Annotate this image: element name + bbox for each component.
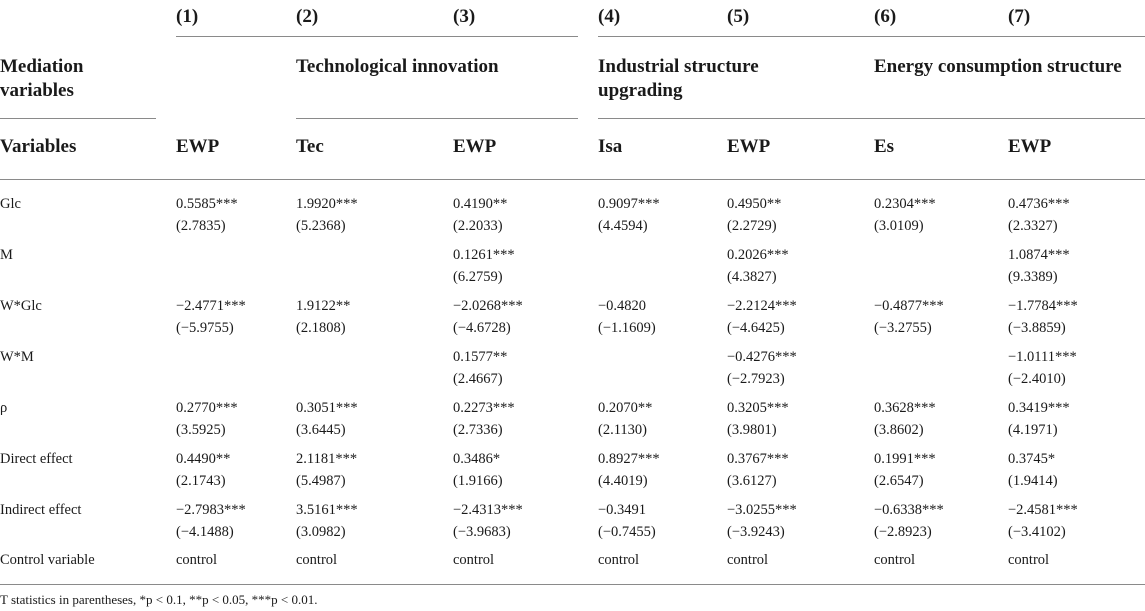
coefficient-cell: 0.2770***: [176, 400, 238, 416]
coefficient-cell: 0.5585***: [176, 196, 238, 212]
tstat-cell: (3.9801): [727, 422, 777, 438]
row-label: W*M: [0, 349, 34, 365]
group-energy-consumption-structure: Energy consumption structure: [874, 56, 1122, 77]
tstat-cell: (−2.7923): [727, 371, 785, 387]
tstat-cell: (2.7835): [176, 218, 226, 234]
row-label: Indirect effect: [0, 502, 82, 518]
coefficient-cell: −2.7983***: [176, 502, 246, 518]
col-number-4: (4): [598, 6, 621, 27]
coefficient-cell: 0.4736***: [1008, 196, 1070, 212]
coefficient-cell: 2.1181***: [296, 451, 358, 467]
dependent-col1: EWP: [176, 136, 220, 157]
tstat-cell: (−3.9683): [453, 524, 511, 540]
dependent-col2: Tec: [296, 136, 324, 157]
coefficient-cell: 0.8927***: [598, 451, 660, 467]
coefficient-cell: 1.0874***: [1008, 247, 1070, 263]
tstat-cell: (−2.8923): [874, 524, 932, 540]
rule-group-isa-bottom: [598, 118, 874, 119]
coefficient-cell: 0.9097***: [598, 196, 660, 212]
dependent-col3: EWP: [453, 136, 497, 157]
coefficient-cell: 1.9920***: [296, 196, 358, 212]
coefficient-cell: 0.3486*: [453, 451, 501, 467]
rule-col1: [176, 36, 302, 37]
row-label: M: [0, 247, 13, 263]
coefficient-cell: 0.2026***: [727, 247, 789, 263]
tstat-cell: (3.6127): [727, 473, 777, 489]
group-industrial-structure-line1: Industrial structure: [598, 56, 759, 77]
tstat-cell: (−1.1609): [598, 320, 656, 336]
tstat-cell: (4.4019): [598, 473, 648, 489]
rule-group-tec: [296, 36, 578, 37]
coefficient-cell: 0.3628***: [874, 400, 936, 416]
coefficient-cell: −1.7784***: [1008, 298, 1078, 314]
coefficient-cell: 0.4490**: [176, 451, 231, 467]
rule-group-isa: [598, 36, 874, 37]
mediation-label-line1: Mediation: [0, 56, 84, 77]
coefficient-cell: 0.3205***: [727, 400, 789, 416]
tstat-cell: (−3.4102): [1008, 524, 1066, 540]
coefficient-cell: −2.4771***: [176, 298, 246, 314]
tstat-cell: (−4.6425): [727, 320, 785, 336]
rule-group-es-bottom: [874, 118, 1145, 119]
tstat-cell: (3.6445): [296, 422, 346, 438]
coefficient-cell: −0.3491: [598, 502, 647, 518]
coefficient-cell: −2.4313***: [453, 502, 523, 518]
coefficient-cell: 0.1577**: [453, 349, 508, 365]
col-number-6: (6): [874, 6, 897, 27]
mediation-label-line2: variables: [0, 80, 74, 101]
coefficient-cell: −0.6338***: [874, 502, 944, 518]
col-number-7: (7): [1008, 6, 1031, 27]
coefficient-cell: 0.1991***: [874, 451, 936, 467]
tstat-cell: (3.5925): [176, 422, 226, 438]
row-label: ρ: [0, 400, 8, 416]
coefficient-cell: −2.0268***: [453, 298, 523, 314]
tstat-cell: (2.1130): [598, 422, 647, 438]
tstat-cell: (3.0982): [296, 524, 346, 540]
coefficient-cell: control: [874, 552, 916, 568]
coefficient-cell: control: [296, 552, 338, 568]
tstat-cell: (1.9414): [1008, 473, 1058, 489]
coefficient-cell: control: [1008, 552, 1050, 568]
tstat-cell: (2.1808): [296, 320, 346, 336]
tstat-cell: (−3.2755): [874, 320, 932, 336]
table-bottom-rule: [0, 584, 1145, 585]
tstat-cell: (2.4667): [453, 371, 503, 387]
group-technological-innovation: Technological innovation: [296, 56, 499, 77]
col-number-2: (2): [296, 6, 319, 27]
tstat-cell: (−4.6728): [453, 320, 511, 336]
tstat-cell: (2.6547): [874, 473, 924, 489]
tstat-cell: (5.2368): [296, 218, 346, 234]
tstat-cell: (−0.7455): [598, 524, 656, 540]
coefficient-cell: 0.3745*: [1008, 451, 1056, 467]
coefficient-cell: 0.3419***: [1008, 400, 1070, 416]
coefficient-cell: control: [727, 552, 769, 568]
coefficient-cell: 0.2273***: [453, 400, 515, 416]
coefficient-cell: 0.3767***: [727, 451, 789, 467]
row-label: Direct effect: [0, 451, 73, 467]
tstat-cell: (1.9166): [453, 473, 503, 489]
tstat-cell: (−2.4010): [1008, 371, 1066, 387]
rule-group-tec-bottom: [296, 118, 578, 119]
coefficient-cell: 3.5161***: [296, 502, 358, 518]
tstat-cell: (9.3389): [1008, 269, 1058, 285]
tstat-cell: (−3.9243): [727, 524, 785, 540]
tstat-cell: (2.1743): [176, 473, 226, 489]
dependent-col5: EWP: [727, 136, 771, 157]
row-label: W*Glc: [0, 298, 42, 314]
tstat-cell: (−3.8859): [1008, 320, 1066, 336]
tstat-cell: (3.8602): [874, 422, 924, 438]
coefficient-cell: 0.4190**: [453, 196, 508, 212]
coefficient-cell: 1.9122**: [296, 298, 351, 314]
dependent-col6: Es: [874, 136, 895, 157]
tstat-cell: (2.2033): [453, 218, 503, 234]
tstat-cell: (5.4987): [296, 473, 346, 489]
coefficient-cell: control: [176, 552, 218, 568]
row-label: Glc: [0, 196, 21, 212]
variables-label: Variables: [0, 136, 77, 157]
coefficient-cell: 0.2070**: [598, 400, 653, 416]
coefficient-cell: 0.4950**: [727, 196, 782, 212]
dependent-col4: Isa: [598, 136, 623, 157]
tstat-cell: (4.3827): [727, 269, 777, 285]
tstat-cell: (2.7336): [453, 422, 503, 438]
col-number-3: (3): [453, 6, 476, 27]
tstat-cell: (2.2729): [727, 218, 777, 234]
header-bottom-rule: [0, 179, 1145, 180]
coefficient-cell: −0.4276***: [727, 349, 797, 365]
rule-group-es: [874, 36, 1145, 37]
row-label: Control variable: [0, 552, 95, 568]
coefficient-cell: control: [453, 552, 495, 568]
tstat-cell: (−4.1488): [176, 524, 234, 540]
tstat-cell: (6.2759): [453, 269, 503, 285]
coefficient-cell: −2.2124***: [727, 298, 797, 314]
dependent-col7: EWP: [1008, 136, 1052, 157]
coefficient-cell: −0.4877***: [874, 298, 944, 314]
coefficient-cell: −0.4820: [598, 298, 647, 314]
coefficient-cell: −1.0111***: [1008, 349, 1077, 365]
rule-mediation-label: [0, 118, 156, 119]
coefficient-cell: control: [598, 552, 640, 568]
tstat-cell: (4.4594): [598, 218, 648, 234]
tstat-cell: (4.1971): [1008, 422, 1058, 438]
coefficient-cell: 0.1261***: [453, 247, 515, 263]
footnote: T statistics in parentheses, *p < 0.1, **p < 0.05, ***p < 0.01.: [0, 592, 318, 607]
group-industrial-structure-line2: upgrading: [598, 80, 683, 101]
coefficient-cell: −3.0255***: [727, 502, 797, 518]
col-number-1: (1): [176, 6, 199, 27]
tstat-cell: (3.0109): [874, 218, 924, 234]
coefficient-cell: 0.2304***: [874, 196, 936, 212]
coefficient-cell: −2.4581***: [1008, 502, 1078, 518]
tstat-cell: (−5.9755): [176, 320, 234, 336]
coefficient-cell: 0.3051***: [296, 400, 358, 416]
tstat-cell: (2.3327): [1008, 218, 1058, 234]
col-number-5: (5): [727, 6, 750, 27]
